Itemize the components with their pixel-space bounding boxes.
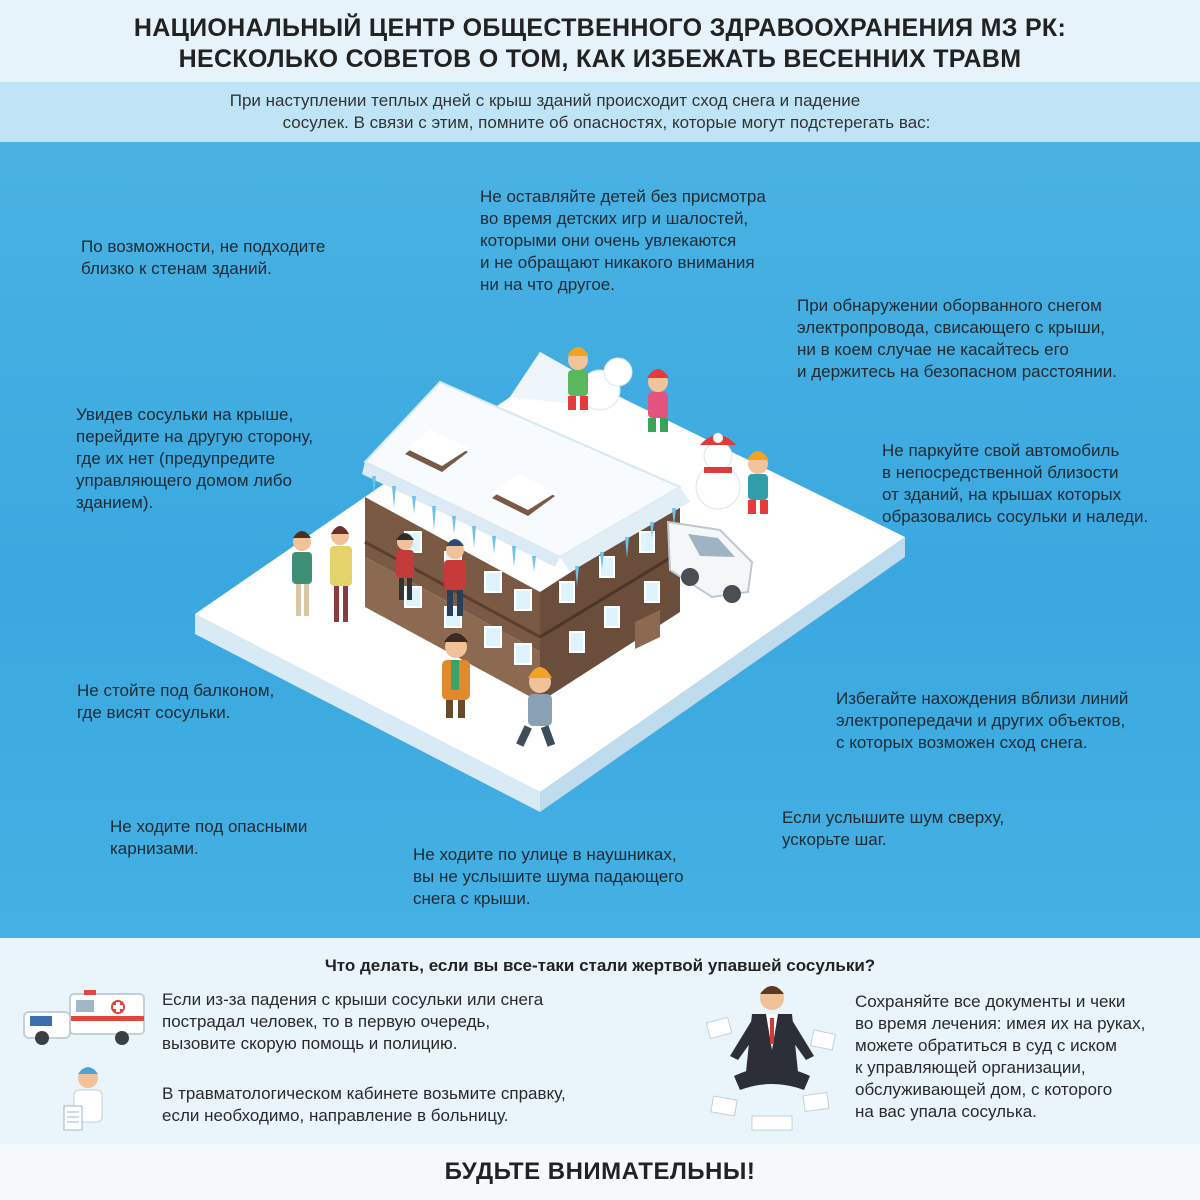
tip-power-lines: Избегайте нахождения вблизи линий электропередачи и других объектов, с которых возможен сход снега. [836,689,1129,752]
window [485,572,501,592]
businessman-icon [700,980,840,1138]
tip-headphones: Не ходите по улице в наушниках, вы не услышите шума падающего снега с крыши. [413,845,684,908]
tip-icicles-roof: Увидев сосульки на крыше, перейдите на другую сторону, где их нет (предупредите управляющего домом либо зданием). [76,405,314,512]
header [0,0,1200,82]
footer-warning: БУДЬТЕ ВНИМАТЕЛЬНЫ! [444,1158,756,1185]
tip-children: Не оставляйте детей без присмотра во время детских игр и шалостей, которыми они очень увлекаются и не обращают никакого внимания ни на что другое. [480,187,766,294]
call-help-text: Если из-за падения с крыши сосульки или снега пострадал человек, то в первую очередь, вызовите скорую помощь и полицию. [162,990,544,1053]
tip-walls: По возможности, не подходите близко к стенам зданий. [81,237,326,278]
what-to-do-question: Что делать, если вы все-таки стали жертвой упавшей сосульки? [324,956,876,975]
footer [0,1144,1200,1200]
tip-balcony: Не стойте под балконом, где висят сосульки. [77,681,275,722]
window [645,582,659,602]
ambulance-icon [22,990,148,1048]
tip-parking: Не паркуйте свой автомобиль в непосредственной близости от зданий, на крышах которых образовались сосульки и наледи. [882,441,1149,526]
window [560,582,574,602]
doctor-icon [62,1062,110,1134]
window [605,607,619,627]
snowman [696,433,740,509]
window [515,590,531,610]
window [570,632,584,652]
title-line-1: НАЦИОНАЛЬНЫЙ ЦЕНТР ОБЩЕСТВЕННОГО ЗДРАВООХРАНЕНИЯ МЗ РК: [133,14,1067,42]
intro [0,82,1200,142]
window [515,644,531,664]
certificate-text: В травматологическом кабинете возьмите справку, если необходимо, направление в больницу. [162,1084,566,1125]
documents-text: Сохраняйте все документы и чеки во время лечения: имея их на руках, можете обратиться в суд с иском к управляющей организации, обслуживающей дом, с которого на вас упала сосулька. [855,992,1146,1121]
tip-cornices: Не ходите под опасными карнизами. [110,817,308,858]
window [485,627,501,647]
intro-line-2: сосулек. В связи с этим, помните об опасностях, которые могут подстерегать вас: [282,113,931,132]
intro-line-1: При наступлении теплых дней с крыш зданий происходит сход снега и падение [229,91,861,110]
tip-noise: Если услышите шум сверху, ускорьте шаг. [782,808,1005,849]
what-to-do-section [0,938,1200,1144]
title-line-2: НЕСКОЛЬКО СОВЕТОВ О ТОМ, КАК ИЗБЕЖАТЬ ВЕСЕННИХ ТРАВМ [178,45,1022,73]
tip-wire: При обнаружении оборванного снегом электропровода, свисающего с крыши, ни в коем случае не касайтесь его и держитесь на безопасном расстоянии. [797,296,1117,381]
